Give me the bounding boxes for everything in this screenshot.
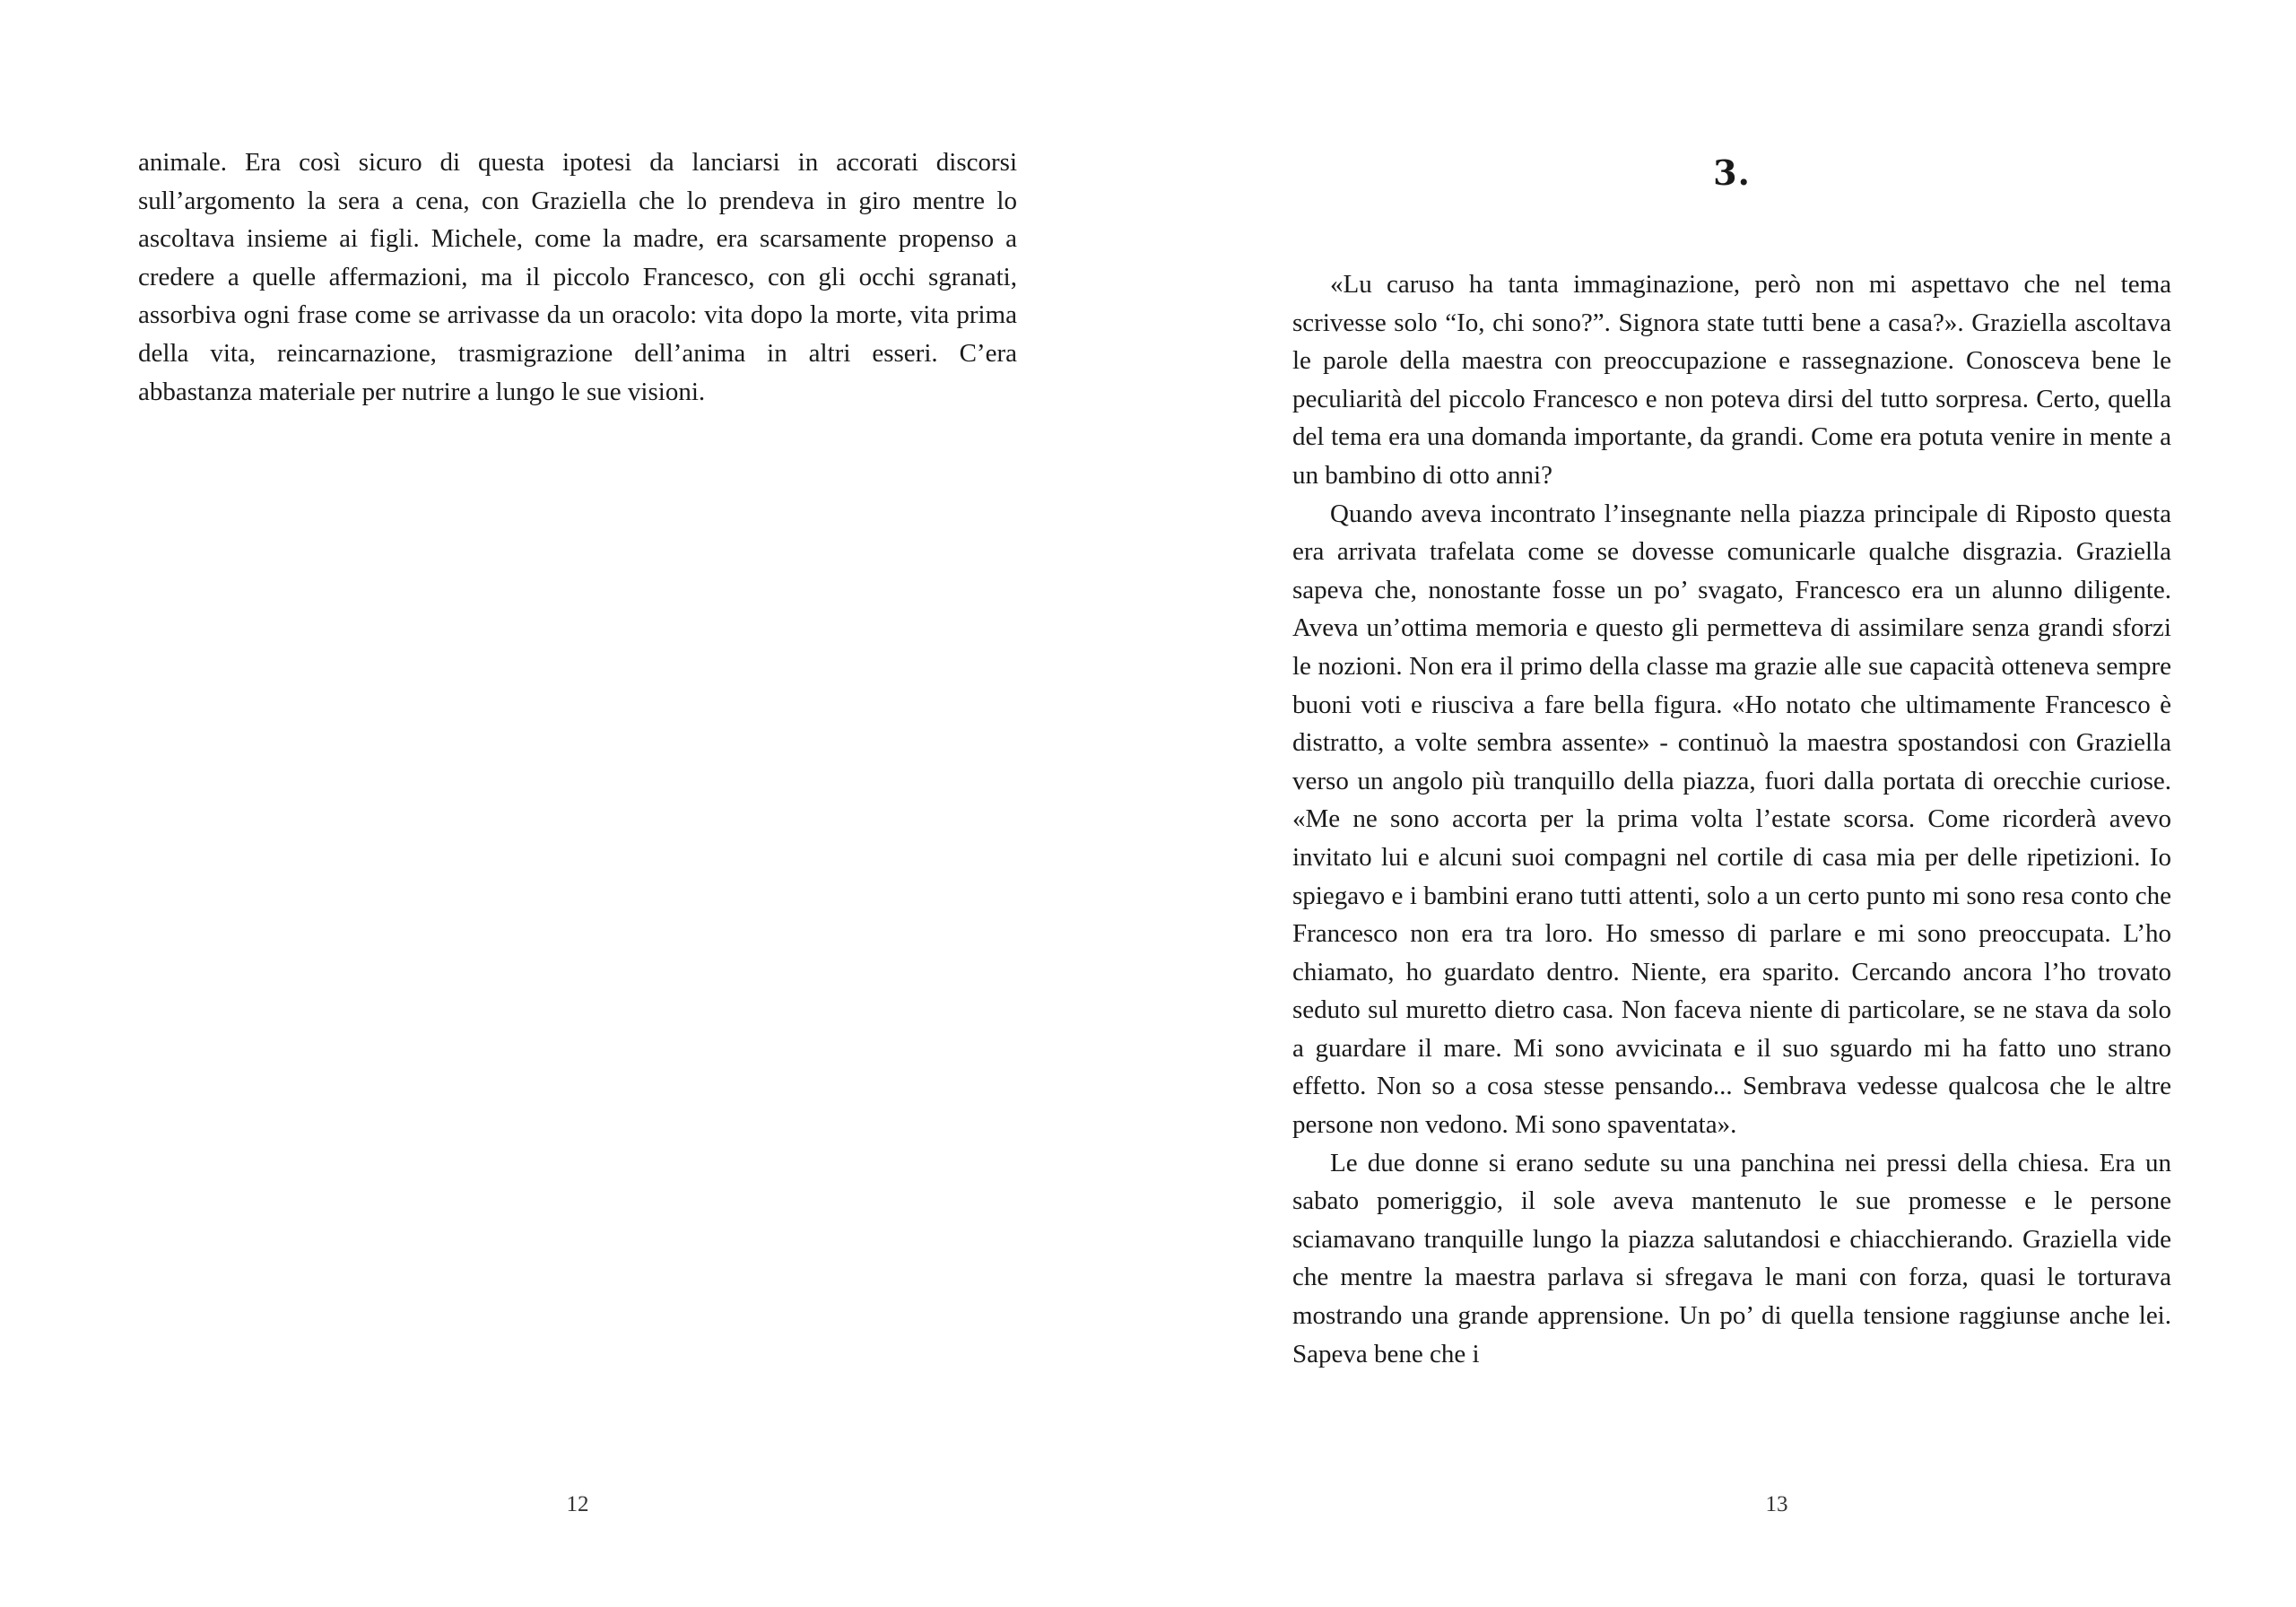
right-page-body [1292,265,2171,1373]
right-page [1148,0,2296,1607]
chapter-number: 3. [1713,152,1751,193]
paragraph: «Lu caruso ha tanta immaginazione, però non mi aspettavo che nel tema scrivesse solo “Io, chi sono?”. Signora state tutti bene a casa?». Graziella ascoltava le parole della maestra con preoccupazione e rassegnazione. Conosceva bene le peculiarità del piccolo Francesco e non poteva dirsi del tutto sorpresa. Certo, quella del tema era una domanda importante, da grandi. Come era potuta venire in mente a un bambino di otto anni? [1292,270,2171,490]
page-number-right: 13 [1765,1492,1788,1516]
left-page-body [138,143,1017,411]
paragraph: Quando aveva incontrato l’insegnante nella piazza principale di Riposto questa era arrivata trafelata come se dovesse comunicarle qualche disgrazia. Graziella sapeva che, nonostante fosse un po’ svagato, Francesco era un alunno diligente. Aveva un’ottima memoria e questo gli permetteva di assimilare senza grandi sforzi le nozioni. Non era il primo della classe ma grazie alle sue capacità otteneva sempre buoni voti e riusciva a fare bella figura. «Ho notato che ultimamente Francesco è distratto, a volte sembra assente» - continuò la maestra spostandosi con Graziella verso un angolo più tranquillo della piazza, fuori dalla portata di orecchie curiose. «Me ne sono accorta per la prima volta l’estate scorsa. Come ricorderà avevo invitato lui e alcuni suoi compagni nel cortile di casa mia per delle ripetizioni. Io spiegavo e i bambini erano tutti attenti, solo a un certo punto mi sono resa conto che Francesco non era tra loro. Ho smesso di parlare e mi sono preoccupata. L’ho chiamato, ho guardato dentro. Niente, era sparito. Cercando ancora l’ho trovato seduto sul muretto dietro casa. Non faceva niente di particolare, se ne stava da solo a guardare il mare. Mi sono avvicinata e il suo sguardo mi ha fatto uno strano effetto. Non so a cosa stesse pensando... Sembrava vedesse qualcosa che le altre persone non vedono. Mi sono spaventata». [1292,499,2171,1140]
page-number-left: 12 [566,1492,589,1516]
paragraph: animale. Era così sicuro di questa ipotesi da lanciarsi in accorati discorsi sull’argomento la sera a cena, con Graziella che lo prendeva in giro mentre lo ascoltava insieme ai figli. Michele, come la madre, era scarsamente propenso a credere a quelle affermazioni, ma il piccolo Francesco, con gli occhi sgranati, assorbiva ogni frase come se arrivasse da un oracolo: vita dopo la morte, vita prima della vita, reincarnazione, trasmigrazione dell’anima in altri esseri. C’era abbastanza materiale per nutrire a lungo le sue visioni. [138,148,1017,406]
paragraph: Le due donne si erano sedute su una panchina nei pressi della chiesa. Era un sabato pomeriggio, il sole aveva mantenuto le sue promesse e le persone sciamavano tranquille lungo la piazza salutandosi e chiacchierando. Graziella vide che mentre la maestra parlava si sfregava le mani con forza, quasi le torturava mostrando una grande apprensione. Un po’ di quella tensione raggiunse anche lei. Sapeva bene che i [1292,1148,2171,1368]
